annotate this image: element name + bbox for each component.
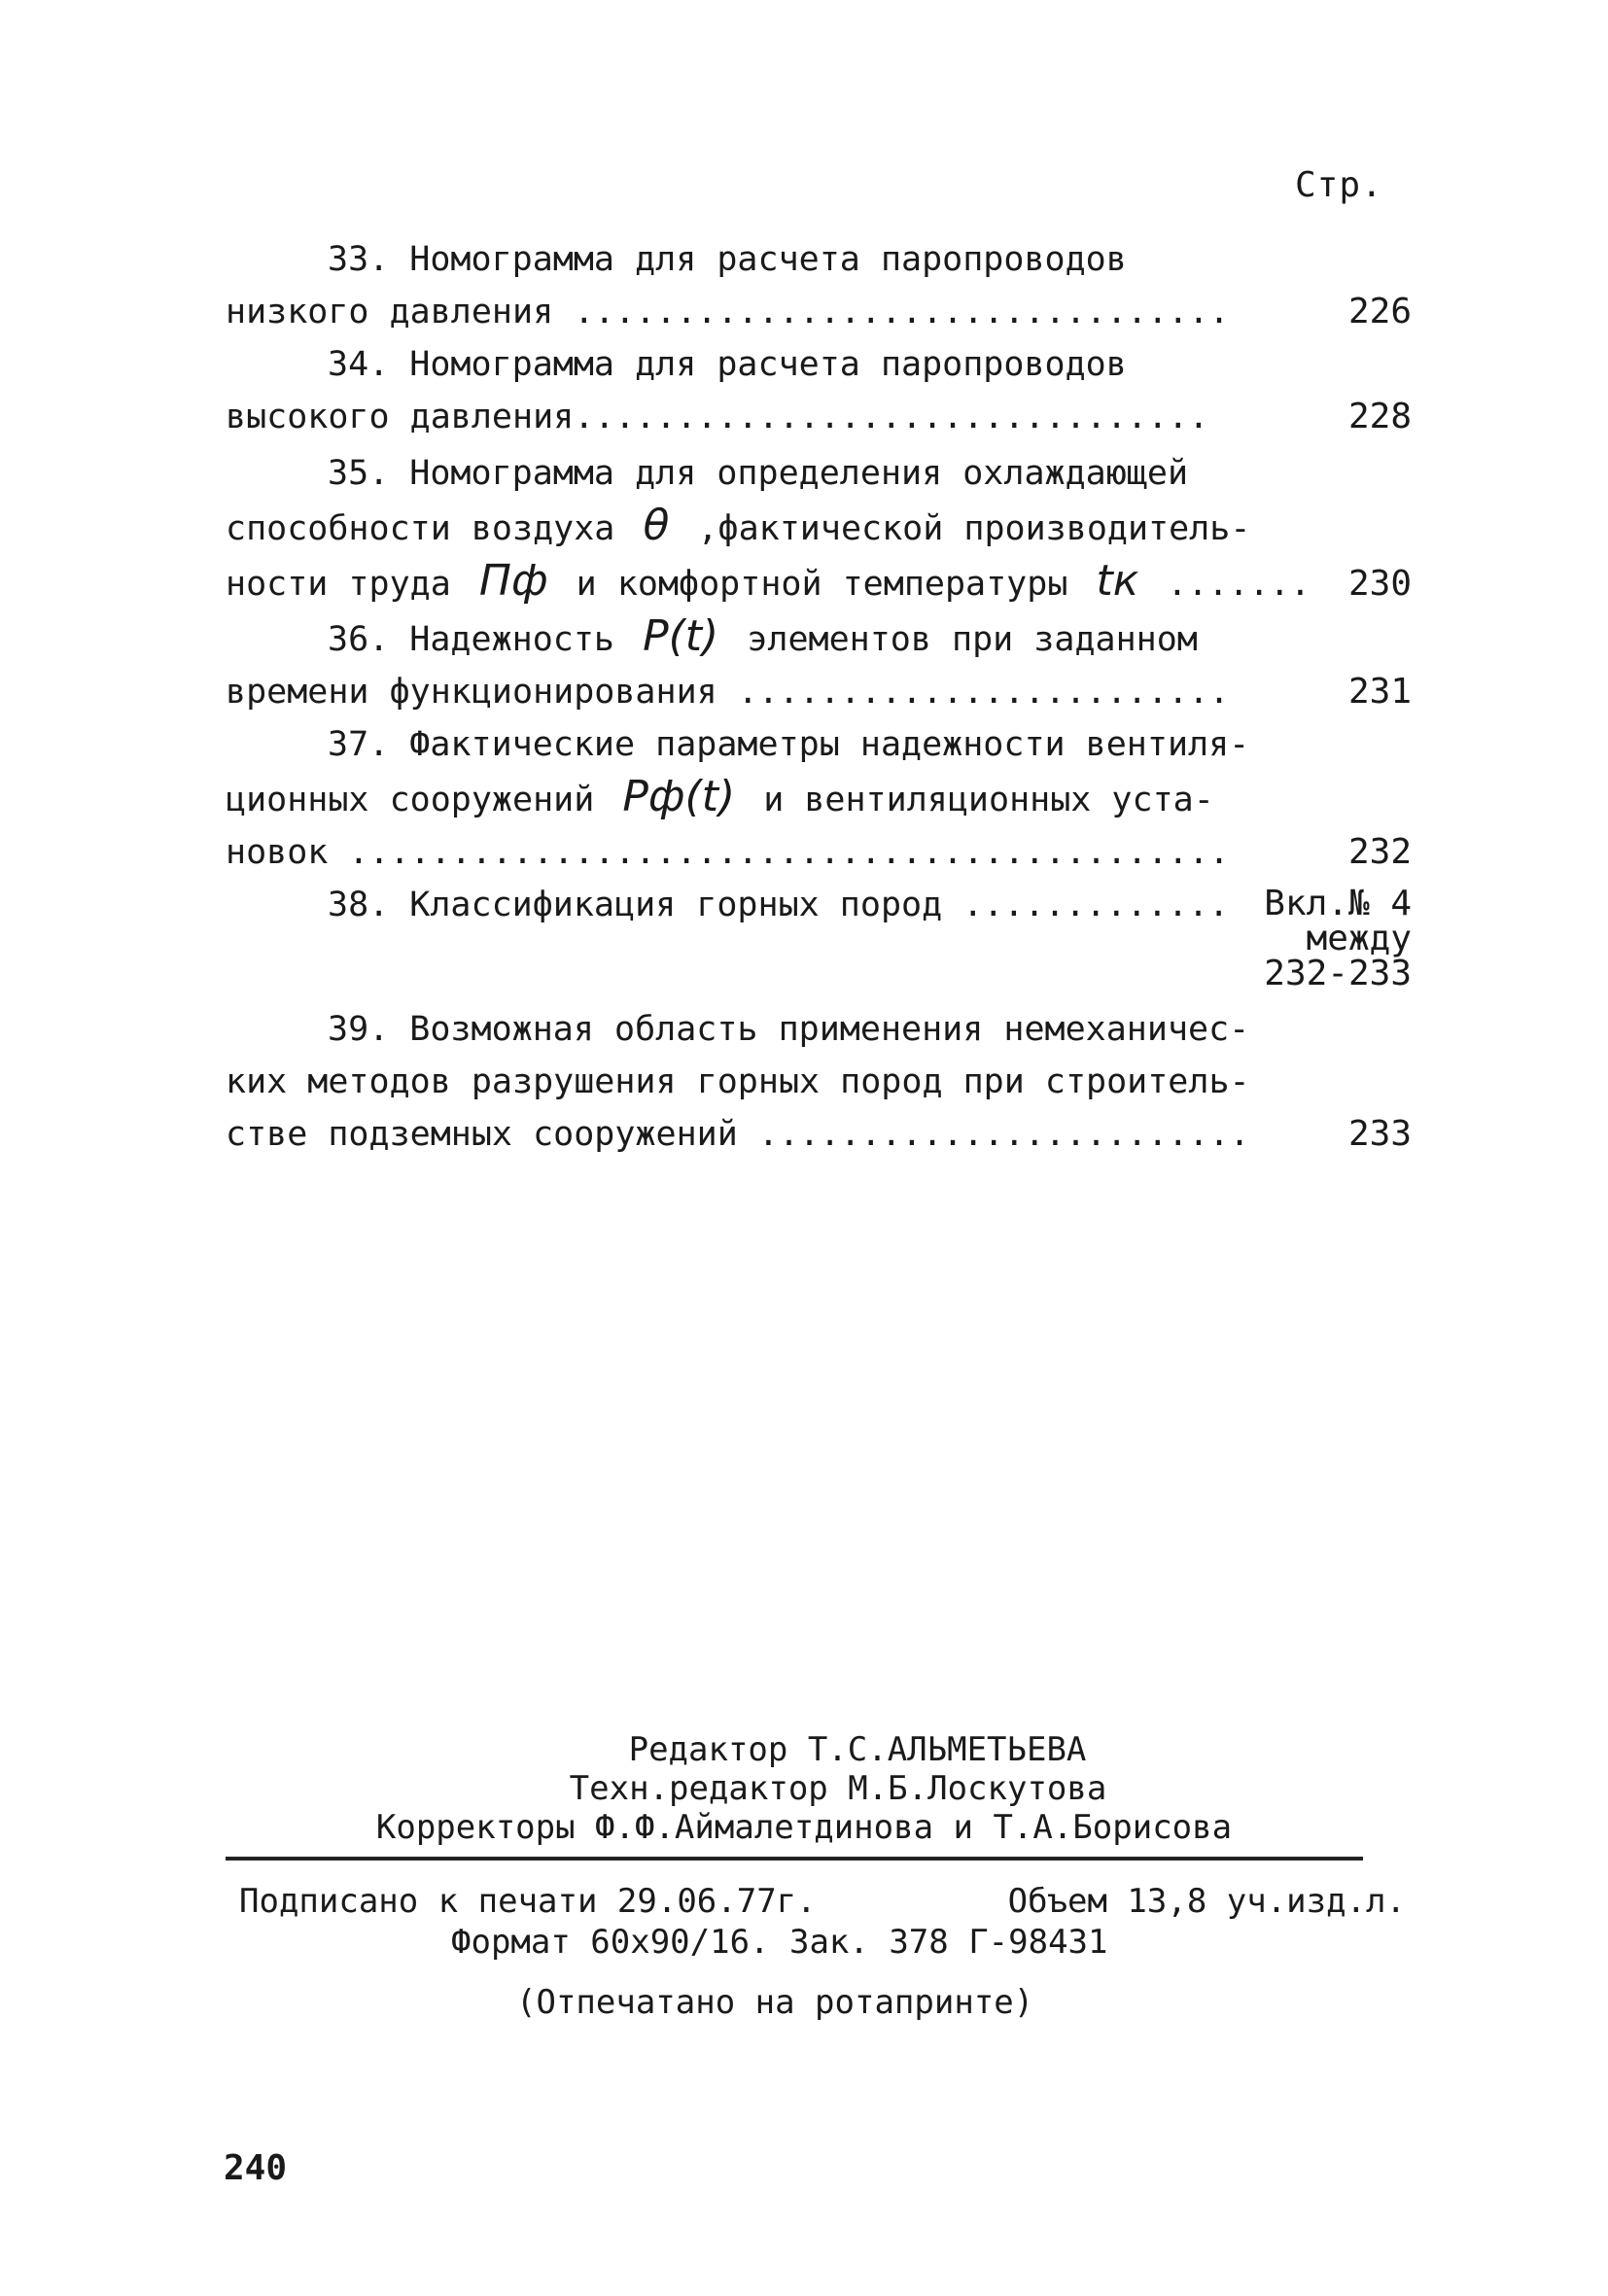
- toc-entry-line: 38. Классификация горных пород .............: [328, 886, 1230, 924]
- toc-entry-35: [226, 447, 1412, 610]
- volume-info: Объем 13,8 уч.изд.л.: [1007, 1882, 1406, 1921]
- imprint-block: [239, 1881, 1406, 2023]
- toc-page-ref-line: между: [1306, 919, 1412, 958]
- toc-entry-34: [226, 338, 1412, 443]
- toc-entry-line: времени функционирования ........................: [226, 673, 1230, 712]
- toc-text: ,фактической производитель-: [697, 509, 1251, 548]
- reliability-symbol: P(t): [643, 611, 719, 661]
- toc-entry-line: новок ...........................................: [226, 833, 1230, 872]
- toc-entry-line: 33. Номограмма для расчета паропроводов: [328, 240, 1127, 279]
- printing-note: (Отпечатано на ротапринте): [516, 1983, 1034, 2022]
- toc-entry-line: высокого давления...............................: [226, 398, 1209, 436]
- temperature-symbol: tк: [1096, 556, 1139, 606]
- table-of-contents: [226, 233, 1412, 1161]
- divider-line: [226, 1857, 1363, 1861]
- toc-page-ref: 230: [1347, 564, 1412, 604]
- toc-text: 36. Надежность: [328, 620, 615, 659]
- toc-page-ref: [1264, 879, 1412, 991]
- toc-text: .......: [1167, 565, 1311, 604]
- tech-editor-line: Техн.редактор М.Б.Лоскутова: [569, 1769, 1107, 1808]
- toc-text: ционных сооружений: [226, 781, 595, 819]
- toc-entry-line: [226, 610, 1378, 666]
- editor-line: Редактор Т.С.АЛЬМЕТЬЕВА: [628, 1730, 1087, 1769]
- theta-symbol: θ: [643, 501, 670, 550]
- toc-page-ref: 232: [1347, 832, 1412, 872]
- productivity-symbol: Пф: [478, 556, 548, 606]
- toc-page-ref: 228: [1347, 397, 1412, 436]
- toc-entry-line: [226, 500, 1276, 555]
- toc-page-ref: 231: [1347, 672, 1412, 712]
- toc-entry-37: [226, 718, 1412, 879]
- format-order-info: Формат 60х90/16. Зак. 378 Г-98431: [451, 1923, 1108, 1962]
- toc-entry-38: [226, 879, 1412, 1003]
- toc-page-ref: 233: [1347, 1114, 1412, 1154]
- toc-page-ref-line: Вкл.№ 4: [1264, 884, 1412, 923]
- toc-entry-line: 34. Номограмма для расчета паропроводов: [328, 345, 1127, 384]
- toc-page-ref-line: 232-233: [1264, 954, 1412, 993]
- page-number: 240: [224, 2148, 288, 2188]
- toc-text: ности труда: [226, 565, 451, 604]
- toc-entry-line: стве подземных сооружений ........................: [226, 1115, 1250, 1154]
- toc-entry-line: [226, 555, 1311, 610]
- toc-text: элементов при заданном: [747, 620, 1198, 659]
- credits-block: [0, 1730, 1608, 1847]
- toc-text: способности воздуха: [226, 509, 615, 548]
- toc-entry-line: 37. Фактические параметры надежности вентиля-: [328, 725, 1250, 764]
- proofreaders-line: Корректоры Ф.Ф.Аймалетдинова и Т.А.Борисова: [375, 1808, 1233, 1847]
- toc-entry-line: [226, 771, 1276, 826]
- toc-entry-39: [226, 1003, 1412, 1161]
- toc-text: и вентиляционных уста-: [763, 781, 1214, 819]
- toc-entry-line: 39. Возможная область применения немеханичес-: [328, 1010, 1250, 1049]
- actual-reliability-symbol: Pф(t): [622, 772, 736, 821]
- toc-page-ref: 226: [1347, 292, 1412, 331]
- page-column-header: Стр.: [1295, 165, 1383, 205]
- toc-entry-line: 35. Номограмма для определения охлаждающей: [328, 454, 1189, 493]
- imprint-row: [239, 1881, 1406, 1922]
- toc-entry-33: [226, 233, 1412, 338]
- signed-to-print: Подписано к печати 29.06.77г.: [239, 1882, 817, 1921]
- toc-entry-36: [226, 610, 1412, 718]
- toc-entry-line: ких методов разрушения горных пород при строитель-: [226, 1062, 1250, 1101]
- toc-entry-line: низкого давления ................................: [226, 293, 1230, 331]
- toc-text: и комфортной температуры: [576, 565, 1068, 604]
